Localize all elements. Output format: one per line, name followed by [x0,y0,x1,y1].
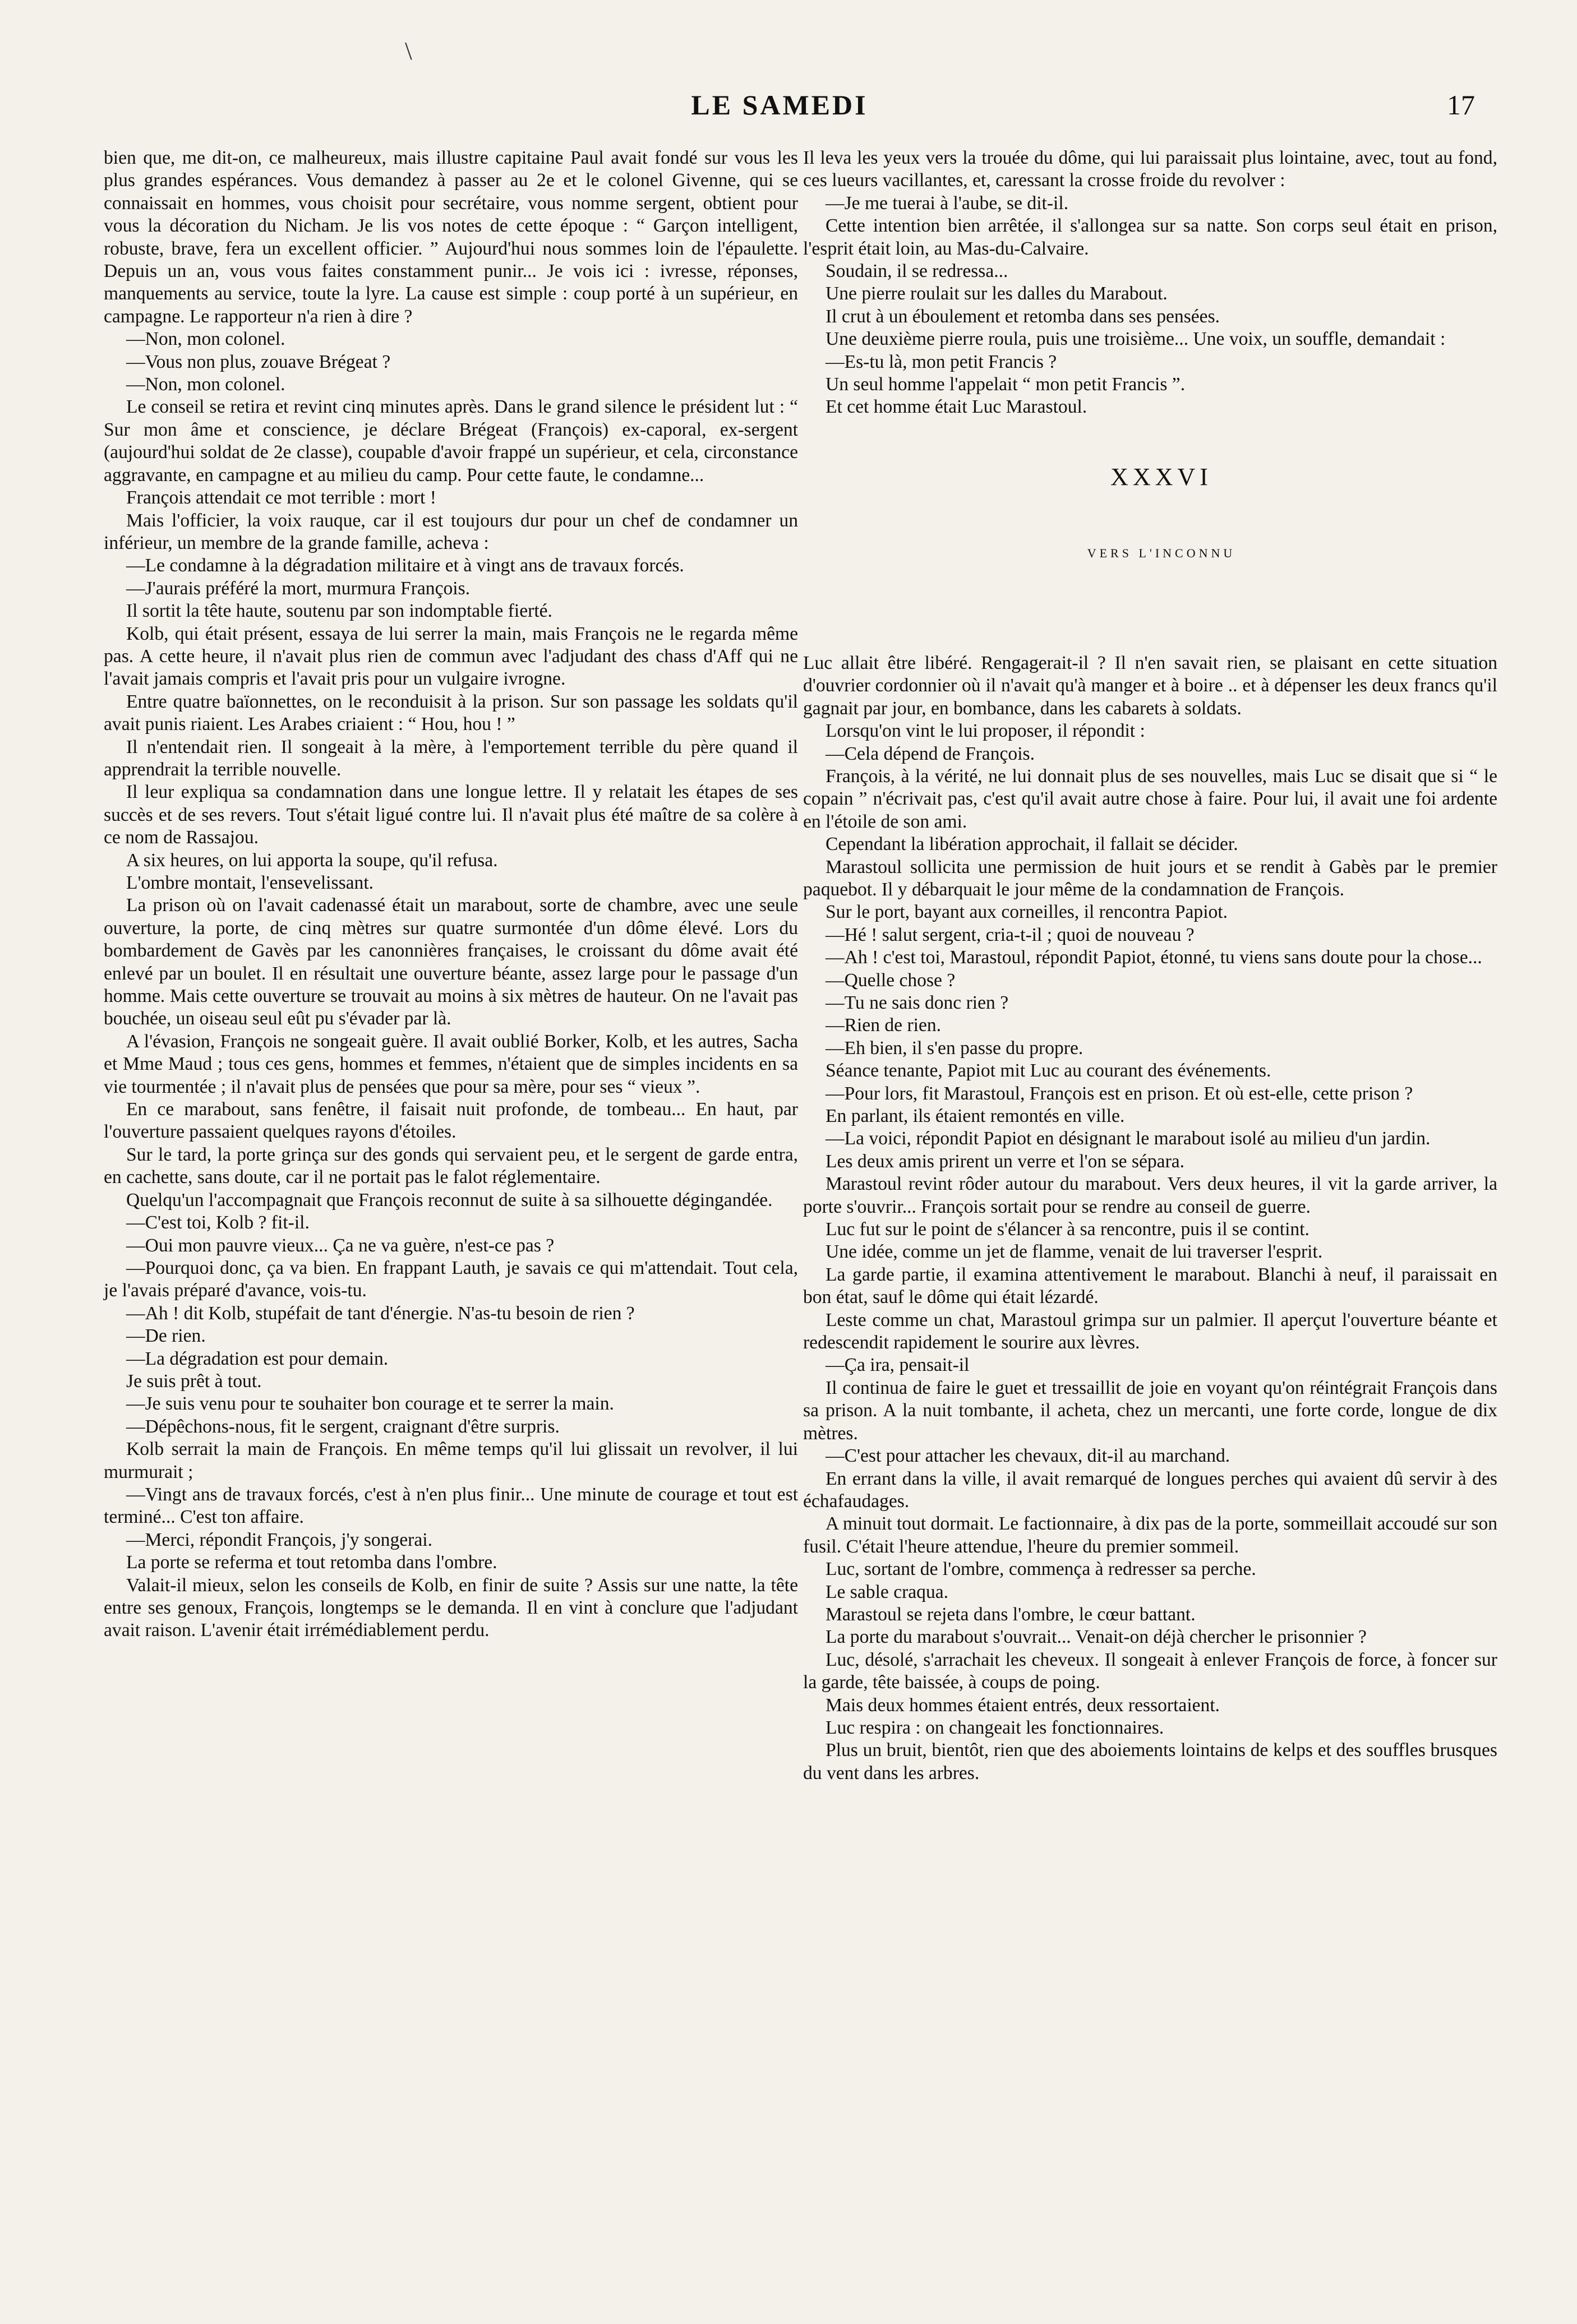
paragraph: Il sortit la tête haute, soutenu par son indomptable fierté. [126,600,552,622]
paragraph: Il continua de faire le guet et tressaillit de joie en voyant qu'on réintégrait François dans sa prison. A la nuit tombante, il acheta, chez un mercanti, une forte corde, longue de dix mètres. [803,1377,1497,1444]
paragraph: —Tu ne sais donc rien ? [826,992,1009,1013]
paragraph: —La voici, répondit Papiot en désignant le marabout isolé au milieu d'un jardin. [826,1128,1431,1149]
paragraph: Les deux amis prirent un verre et l'on se sépara. [826,1151,1185,1172]
paragraph: —Je me tuerai à l'aube, se dit-il. [826,192,1069,214]
paragraph: Un seul homme l'appelait “ mon petit Francis ”. [826,374,1186,395]
paragraph: La porte se referma et tout retomba dans l'ombre. [126,1552,497,1573]
paragraph: Il n'entendait rien. Il songeait à la mère, à l'emportement terrible du père quand il apprendrait la terrible nouvelle. [104,736,798,780]
paragraph: —Pour lors, fit Marastoul, François est en prison. Et où est-elle, cette prison ? [826,1083,1413,1104]
chapter-subtitle: VERS L'INCONNU [1087,546,1236,560]
paragraph: La porte du marabout s'ouvrait... Venait-on déjà chercher le prisonnier ? [826,1627,1367,1648]
paragraph: —Pourquoi donc, ça va bien. En frappant Lauth, je savais ce qui m'attendait. Tout cela, je l'avais préparé d'avance, vois-tu. [104,1257,798,1301]
chapter-number: XXXVI [1110,463,1212,491]
paragraph: François attendait ce mot terrible : mort ! [126,487,436,509]
page-header [84,89,1475,128]
paragraph: Sur le port, bayant aux corneilles, il rencontra Papiot. [826,902,1228,923]
paragraph: Il crut à un éboulement et retomba dans ses pensées. [826,306,1220,327]
paragraph: Lorsqu'on vint le lui proposer, il répondit : [826,720,1145,742]
paragraph: —Hé ! salut sergent, cria-t-il ; quoi de nouveau ? [826,924,1195,945]
paragraph: Et cet homme était Luc Marastoul. [826,396,1087,418]
paragraph: A six heures, on lui apporta la soupe, qu'il refusa. [126,849,498,871]
paragraph: Le conseil se retira et revint cinq minutes après. Dans le grand silence le président lut : “ Sur mon âme et conscience, je déclare Brégeat (François) ex-caporal, ex-sergent (aujourd'hui soldat de 2e classe), coupable d'avoir frappé un supérieur, et cela, circonstance aggravante, en campagne et au milieu du camp. Pour cette faute, le condamne... [104,396,798,486]
publication-title: LE SAMEDI [691,89,868,121]
paragraph: —Oui mon pauvre vieux... Ça ne va guère, n'est-ce pas ? [126,1235,555,1256]
right-column-bottom [803,652,1497,1785]
paragraph: Le sable craqua. [826,1581,949,1602]
paragraph: Luc respira : on changeait les fonctionnaires. [826,1717,1164,1738]
paragraph: Une pierre roulait sur les dalles du Marabout. [826,283,1168,304]
paragraph: Une deuxième pierre roula, puis une troisième... Une voix, un souffle, demandait : [826,329,1446,350]
paragraph: Sur le tard, la porte grinça sur des gonds qui servaient peu, et le sergent de garde entra, en cachette, sans doute, car il ne portait pas le falot réglementaire. [104,1144,798,1188]
paragraph: A minuit tout dormait. Le factionnaire, à dix pas de la porte, sommeillait accoudé sur son fusil. C'était l'heure attendue, l'heure du premier sommeil. [803,1513,1497,1557]
paragraph: Une idée, comme un jet de flamme, venait de lui traverser l'esprit. [826,1241,1323,1263]
paragraph: La prison où on l'avait cadenassé était un marabout, sorte de chambre, avec une seule ouverture, la porte, de cinq mètres sur quatre surmontée d'un dôme élevé. Lors du bombardement de Gavès par les canonnières françaises, le croissant du dôme avait été enlevé par un boulet. Il en résultait une ouverture béante, assez large pour le passage d'un homme. Mais cette ouverture se trouvait au moins à six mètres de hauteur. On ne l'avait pas bouchée, un oiseau seul eût pu s'évader par là. [104,895,798,1029]
paragraph: Kolb, qui était présent, essaya de lui serrer la main, mais François ne le regarda même pas. A cette heure, il n'avait plus rien de commun avec l'adjudant des chass d'Aff qui ne l'avait jamais compris et l'avait pris pour un vulgaire ivrogne. [104,623,798,690]
paragraph: Séance tenante, Papiot mit Luc au courant des événements. [826,1060,1271,1082]
paragraph: —Ah ! dit Kolb, stupéfait de tant d'énergie. N'as-tu besoin de rien ? [126,1302,635,1324]
paragraph: —Cela dépend de François. [826,743,1035,764]
paragraph: —C'est pour attacher les chevaux, dit-il au marchand. [826,1445,1230,1467]
paragraph: Luc allait être libéré. Rengagerait-il ? Il n'en savait rien, se plaisant en cette situation d'ouvrier cordonnier où il n'avait qu'à manger et à boire .. et à dépenser les deux francs qu'il gagnait par jour, en bombance, dans les cabarets à soldats. [803,652,1497,719]
paragraph: —Non, mon colonel. [126,374,285,395]
paragraph: En ce marabout, sans fenêtre, il faisait nuit profonde, de tombeau... En haut, par l'ouverture passaient quelques rayons d'étoiles. [104,1099,798,1143]
paragraph: Il leur expliqua sa condamnation dans une longue lettre. Il y relatait les étapes de ses succès et de ses revers. Tout s'était ligué contre lui. Il n'avait plus été maître de sa colère à ce nom de Rassajou. [104,782,798,848]
paragraph: Cependant la libération approchait, il fallait se décider. [826,834,1238,855]
paragraph: —C'est toi, Kolb ? fit-il. [126,1212,310,1233]
paragraph: —Non, mon colonel. [126,329,285,350]
paragraph: —Vingt ans de travaux forcés, c'est à n'en plus finir... Une minute de courage et tout est terminé... C'est ton affaire. [104,1484,798,1528]
margin-mark: \ [405,36,412,65]
paragraph: —Eh bien, il s'en passe du propre. [826,1037,1083,1059]
paragraph: A l'évasion, François ne songeait guère. Il avait oublié Borker, Kolb, et les autres, Sacha et Mme Maud ; tous ces gens, hommes et femmes, n'étaient que de simples incidents en sa vie tourmentée ; il n'avait plus de pensées que pour sa mère, pour ses “ vieux ”. [104,1031,798,1097]
paragraph: Leste comme un chat, Marastoul grimpa sur un palmier. Il aperçut l'ouverture béante et redescendit rapidement le sourire aux lèvres. [803,1309,1497,1353]
paragraph: Marastoul sollicita une permission de huit jours et se rendit à Gabès par le premier paquebot. Il y débarquait le jour même de la condamnation de François. [803,856,1497,900]
paragraph: —Es-tu là, mon petit Francis ? [826,351,1057,372]
paragraph: Luc, désolé, s'arrachait les cheveux. Il songeait à enlever François de force, à foncer sur la garde, tête baissée, à coups de poing. [803,1649,1497,1693]
page-number: 17 [1447,89,1475,121]
paragraph: —Le condamne à la dégradation militaire et à vingt ans de travaux forcés. [126,555,684,576]
right-column-top [803,147,1497,419]
paragraph: Luc fut sur le point de s'élancer à sa rencontre, puis il se contint. [826,1219,1309,1240]
paragraph: En errant dans la ville, il avait remarqué de longues perches qui avaient dû servir à des échafaudages. [803,1468,1497,1512]
paragraph: Je suis prêt à tout. [126,1370,262,1392]
paragraph: La garde partie, il examina attentivement le marabout. Blanchi à neuf, il paraissait en bon état, sauf le dôme qui était lézardé. [803,1264,1497,1308]
left-column [104,147,798,1642]
paragraph: —Dépêchons-nous, fit le sergent, craignant d'être surpris. [126,1416,560,1437]
paragraph: —J'aurais préféré la mort, murmura François. [126,577,471,599]
right-column [803,147,1497,1785]
paragraph: —Je suis venu pour te souhaiter bon courage et te serrer la main. [126,1393,614,1415]
paragraph: —Ça ira, pensait-il [826,1355,970,1376]
paragraph: L'ombre montait, l'ensevelissant. [126,872,374,893]
paragraph: bien que, me dit-on, ce malheureux, mais illustre capitaine Paul avait fondé sur vous les plus grandes espérances. Vous demandez à passer au 2e et le colonel Givenne, qui se connaissait en hommes, vous choisit pour secrétaire, vous nomme sergent, obtient pour vous la décoration du Nicham. Je lis vos notes de cette époque : “ Garçon intelligent, robuste, brave, fera un excellent officier. ” Aujourd'hui nous sommes loin de l'épaulette. Depuis un an, vous vous faites constamment punir... Je vois ici : ivresse, réponses, manquements au service, toute la lyre. La cause est simple : coup porté à un supérieur, en campagne. Le rapporteur n'a rien à dire ? [104,147,798,327]
paragraph: Quelqu'un l'accompagnait que François reconnut de suite à sa silhouette dégingandée. [126,1189,773,1210]
paragraph: —Rien de rien. [826,1015,942,1036]
paragraph: Marastoul revint rôder autour du marabout. Vers deux heures, il vit la garde arriver, la porte s'ouvrir... François sortait pour se rendre au conseil de guerre. [803,1173,1497,1217]
paragraph: Entre quatre baïonnettes, on le reconduisit à la prison. Sur son passage les soldats qu'il avait punis riaient. Les Arabes criaient : “ Hou, hou ! ” [104,691,798,735]
paragraph: François, à la vérité, ne lui donnait plus de ses nouvelles, mais Luc se disait que si “ le copain ” n'écrivait pas, c'est qu'il avait autre chose à faire. Pour lui, il avait une foi ardente en l'étoile de son ami. [803,765,1497,832]
paragraph: Marastoul se rejeta dans l'ombre, le cœur battant. [826,1604,1196,1625]
paragraph: —Ah ! c'est toi, Marastoul, répondit Papiot, étonné, tu viens sans doute pour la chose... [826,947,1482,968]
paragraph: Mais l'officier, la voix rauque, car il est toujours dur pour un chef de condamner un inférieur, un membre de la grande famille, acheva : [104,510,798,553]
paragraph: Mais deux hommes étaient entrés, deux ressortaient. [826,1694,1220,1716]
paragraph: Kolb serrait la main de François. En même temps qu'il lui glissait un revolver, il lui murmurait ; [104,1439,798,1482]
paragraph: Luc, sortant de l'ombre, commença à redresser sa perche. [826,1559,1256,1580]
paragraph: —Vous non plus, zouave Brégeat ? [126,351,391,372]
paragraph: —Quelle chose ? [826,969,956,991]
paragraph: Plus un bruit, bientôt, rien que des aboiements lointains de kelps et des souffles brusques du vent dans les arbres. [803,1740,1497,1784]
paragraph: Valait-il mieux, selon les conseils de Kolb, en finir de suite ? Assis sur une natte, la tête entre ses genoux, François, longtemps se le demanda. Il en vint à conclure que l'adjudant avait raison. L'avenir était irrémédiablement perdu. [104,1574,798,1641]
paragraph: Cette intention bien arrêtée, il s'allongea sur sa natte. Son corps seul était en prison, l'esprit était loin, au Mas-du-Calvaire. [803,215,1497,259]
paragraph: —De rien. [126,1325,206,1347]
paragraph: Soudain, il se redressa... [826,261,1008,282]
paragraph: —Merci, répondit François, j'y songerai. [126,1529,432,1550]
paragraph: —La dégradation est pour demain. [126,1348,389,1369]
paragraph: Il leva les yeux vers la trouée du dôme, qui lui paraissait plus lointaine, avec, tout au fond, ces lueurs vacillantes, et, caressant la crosse froide du revolver : [803,147,1497,191]
paragraph: En parlant, ils étaient remontés en ville. [826,1106,1125,1126]
